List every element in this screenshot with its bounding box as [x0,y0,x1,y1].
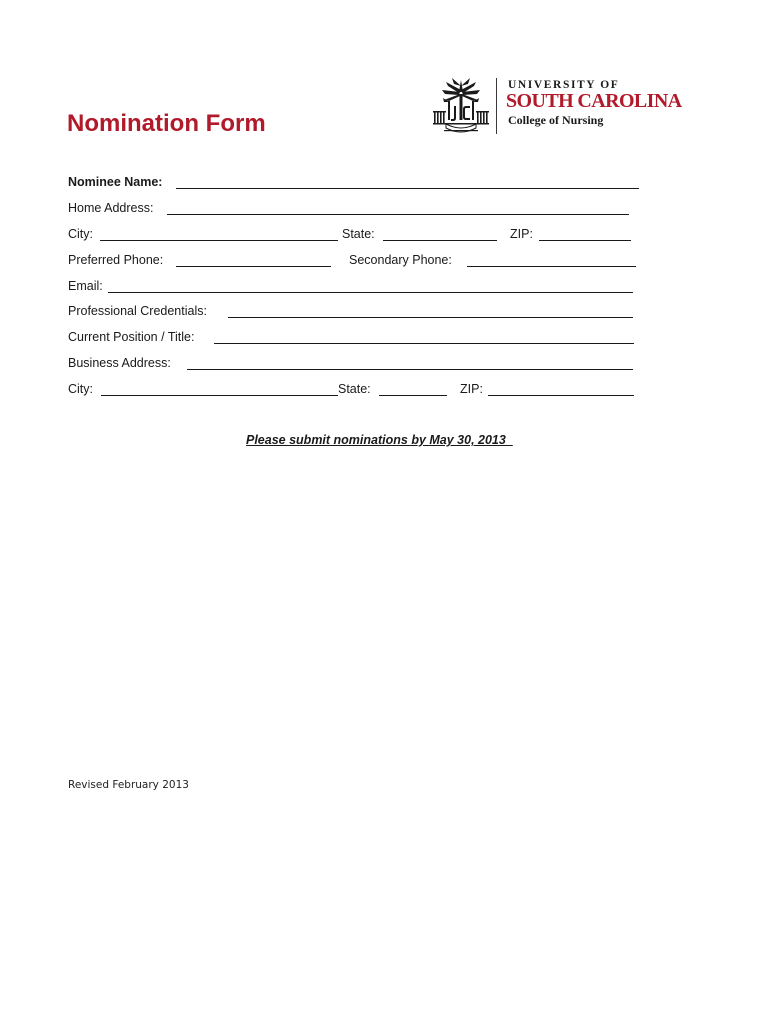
business-city-state-zip-row [68,381,635,397]
business-address-field[interactable] [187,369,633,370]
logo-south-carolina: SOUTH CAROLINA [506,90,682,112]
logo-divider [496,78,497,134]
preferred-phone-label: Preferred Phone: [68,253,164,267]
business-state-label: State: [338,382,371,396]
preferred-phone-group [68,252,332,268]
university-logo [430,76,700,136]
logo-college-of-nursing: College of Nursing [508,113,604,127]
revision-note: Revised February 2013 [68,779,189,791]
nominee-name-field[interactable] [176,188,639,189]
home-address-row [68,200,630,216]
email-label: Email: [68,279,103,293]
logo-university-of: UNIVERSITY OF [508,79,620,91]
home-zip-group [510,226,632,242]
business-zip-label: ZIP: [460,382,483,396]
home-city-field[interactable] [100,240,338,241]
business-address-label: Business Address: [68,356,171,370]
page-title: Nomination Form [67,110,266,137]
secondary-phone-group [349,252,637,268]
phone-row [68,252,637,268]
home-zip-label: ZIP: [510,227,533,241]
position-row [68,329,635,345]
credentials-label: Professional Credentials: [68,304,207,318]
business-zip-field[interactable] [488,395,634,396]
secondary-phone-field[interactable] [467,266,636,267]
home-address-label: Home Address: [68,201,154,215]
home-state-label: State: [342,227,375,241]
secondary-phone-label: Secondary Phone: [349,253,452,267]
home-address-field[interactable] [167,214,629,215]
submission-deadline: Please submit nominations by May 30, 2013 [246,433,513,447]
business-state-field[interactable] [379,395,447,396]
email-field[interactable] [108,292,633,293]
position-label: Current Position / Title: [68,330,195,344]
position-field[interactable] [214,343,634,344]
home-city-group [68,226,340,242]
credentials-field[interactable] [228,317,633,318]
nominee-name-row [68,174,640,190]
business-state-group [338,381,448,397]
nominee-name-label: Nominee Name: [68,175,163,189]
business-address-row [68,355,634,371]
business-city-field[interactable] [101,395,338,396]
home-zip-field[interactable] [539,240,631,241]
business-city-group [68,381,338,397]
credentials-row [68,303,634,319]
business-zip-group [460,381,635,397]
home-state-group [342,226,498,242]
home-city-label: City: [68,227,93,241]
home-city-state-zip-row [68,226,632,242]
preferred-phone-field[interactable] [176,266,331,267]
business-city-label: City: [68,382,93,396]
email-row [68,278,634,294]
palmetto-seal-icon [430,76,492,134]
home-state-field[interactable] [383,240,497,241]
